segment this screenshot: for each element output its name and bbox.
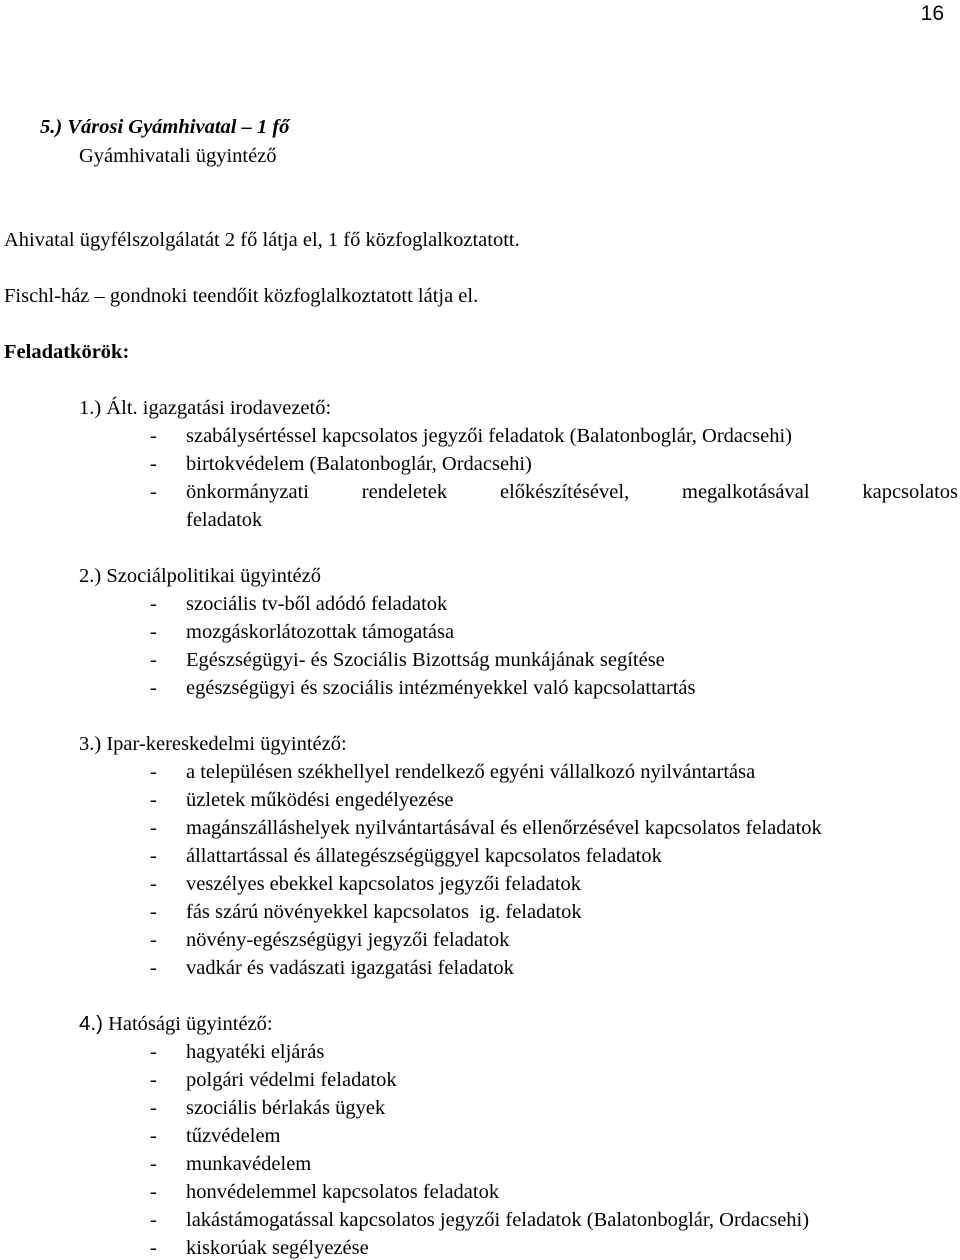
item-1-label <box>79 396 331 420</box>
bullet-dash: - <box>150 425 157 447</box>
bullet-dash: - <box>150 1069 157 1091</box>
item-number: 2.) <box>79 565 102 587</box>
bullet-dash: - <box>150 957 157 979</box>
bullet-dash: - <box>150 845 157 867</box>
paragraph-fischl-house: Fischl-ház – gondnoki teendőit közfoglalkoztatott látja el. <box>4 285 479 307</box>
list-item: Egészségügyi- és Szociális Bizottság munkájának segítése <box>186 649 665 671</box>
bullet-dash: - <box>150 929 157 951</box>
list-item: polgári védelmi feladatok <box>186 1069 397 1091</box>
item-4-label <box>79 1012 273 1036</box>
item-number: 3.) <box>79 733 102 755</box>
bullet-dash: - <box>150 1125 157 1147</box>
list-item: növény-egészségügyi jegyzői feladatok <box>186 929 510 951</box>
bullet-dash: - <box>150 1041 157 1063</box>
list-item: honvédelemmel kapcsolatos feladatok <box>186 1181 500 1203</box>
bullet-dash: - <box>150 1181 157 1203</box>
list-item: veszélyes ebekkel kapcsolatos jegyzői feladatok <box>186 873 582 895</box>
list-item: szabálysértéssel kapcsolatos jegyzői feladatok (Balatonboglár, Ordacsehi) <box>186 425 792 447</box>
section-subheading: Gyámhivatali ügyintéző <box>79 145 277 167</box>
section-heading: 5.) Városi Gyámhivatal – 1 fő <box>40 116 290 138</box>
list-item: munkavédelem <box>186 1153 312 1175</box>
item-2-label <box>79 564 321 588</box>
bullet-dash: - <box>150 593 157 615</box>
list-item: önkormányzati rendeletek előkészítésével, megalkotásával kapcsolatos <box>186 481 958 503</box>
bullet-dash: - <box>150 481 157 503</box>
list-item: mozgáskorlátozottak támogatása <box>186 621 455 643</box>
list-item: tűzvédelem <box>186 1125 281 1147</box>
item-title: Ált. igazgatási irodavezető: <box>106 397 332 419</box>
list-item: szociális tv-ből adódó feladatok <box>186 593 448 615</box>
bullet-dash: - <box>150 873 157 895</box>
bullet-dash: - <box>150 1153 157 1175</box>
list-item-continuation: feladatok <box>186 509 263 531</box>
list-item: hagyatéki eljárás <box>186 1041 325 1063</box>
list-item: üzletek működési engedélyezése <box>186 789 454 811</box>
bullet-dash: - <box>150 901 157 923</box>
bullet-dash: - <box>150 761 157 783</box>
list-item: egészségügyi és szociális intézményekkel való kapcsolattartás <box>186 677 696 699</box>
bullet-dash: - <box>150 789 157 811</box>
bullet-dash: - <box>150 1097 157 1119</box>
bullet-dash: - <box>150 817 157 839</box>
tasks-heading: Feladatkörök: <box>4 341 130 363</box>
bullet-dash: - <box>150 677 157 699</box>
bullet-dash: - <box>150 453 157 475</box>
item-title: Ipar-kereskedelmi ügyintéző: <box>106 733 347 755</box>
bullet-dash: - <box>150 621 157 643</box>
bullet-dash: - <box>150 649 157 671</box>
list-item: vadkár és vadászati igazgatási feladatok <box>186 957 514 979</box>
list-item: magánszálláshelyek nyilvántartásával és ellenőrzésével kapcsolatos feladatok <box>186 817 822 839</box>
item-title: Hatósági ügyintéző: <box>108 1013 273 1035</box>
list-item: fás szárú növényekkel kapcsolatos ig. feladatok <box>186 901 582 923</box>
list-item: a településen székhellyel rendelkező egyéni vállalkozó nyilvántartása <box>186 761 756 783</box>
item-number: 1.) <box>79 397 102 419</box>
bullet-dash: - <box>150 1237 157 1259</box>
list-item: lakástámogatással kapcsolatos jegyzői feladatok (Balatonboglár, Ordacsehi) <box>186 1209 810 1231</box>
list-item: állattartással és állategészségüggyel kapcsolatos feladatok <box>186 845 662 867</box>
item-title: Szociálpolitikai ügyintéző <box>106 565 321 587</box>
page-number: 16 <box>920 2 944 25</box>
list-item: szociális bérlakás ügyek <box>186 1097 386 1119</box>
item-3-label <box>79 732 347 756</box>
bullet-dash: - <box>150 1209 157 1231</box>
paragraph-staff: Ahivatal ügyfélszolgálatát 2 fő látja el, 1 fő közfoglalkoztatott. <box>4 229 520 251</box>
list-item: birtokvédelem (Balatonboglár, Ordacsehi) <box>186 453 532 475</box>
item-number: 4.) <box>79 1012 103 1035</box>
list-item: kiskorúak segélyezése <box>186 1237 369 1259</box>
